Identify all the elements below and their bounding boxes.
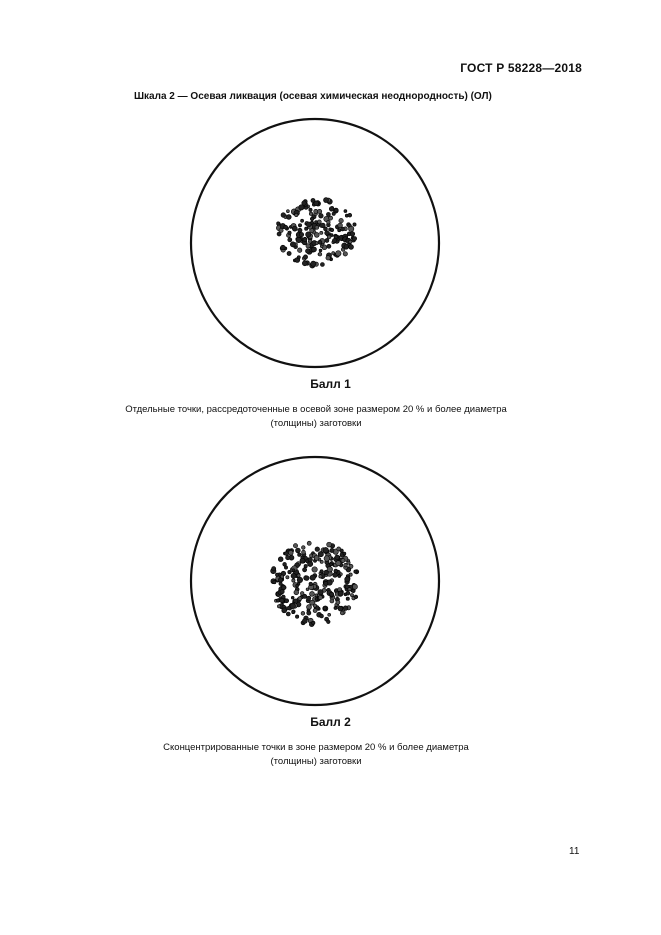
segregation-dot xyxy=(318,252,322,256)
segregation-dot xyxy=(301,546,305,550)
segregation-dot xyxy=(308,240,312,244)
segregation-dot xyxy=(282,585,286,589)
caption-1-line-1: Отдельные точки, рассредоточенные в осевой зоне размером 20 % и более диаметра xyxy=(125,404,507,415)
segregation-dot xyxy=(286,612,290,616)
score-label-1: Балл 1 xyxy=(310,377,351,391)
segregation-dot xyxy=(341,558,345,562)
segregation-dot xyxy=(332,252,335,255)
segregation-dot xyxy=(307,611,311,615)
segregation-dot xyxy=(292,611,295,614)
segregation-dot xyxy=(333,573,338,578)
segregation-dot xyxy=(278,557,283,562)
segregation-dot xyxy=(349,240,352,243)
segregation-dot xyxy=(347,561,350,564)
segregation-dot xyxy=(307,541,311,545)
segregation-dot xyxy=(301,611,305,615)
segregation-dot xyxy=(313,604,316,607)
segregation-dot xyxy=(292,226,297,231)
segregation-dot xyxy=(295,213,298,216)
segregation-dot xyxy=(319,575,322,578)
segregation-dot xyxy=(320,570,323,573)
segregation-dot xyxy=(275,573,278,576)
segregation-dot xyxy=(309,208,312,211)
segregation-dot xyxy=(324,556,330,562)
segregation-dot xyxy=(327,567,333,573)
segregation-dot xyxy=(334,235,337,238)
segregation-dot xyxy=(317,209,321,213)
segregation-dot xyxy=(290,242,295,247)
segregation-dot xyxy=(284,566,287,569)
segregation-dot xyxy=(280,589,284,593)
segregation-dot xyxy=(332,212,335,215)
segregation-dot xyxy=(291,573,296,578)
segregation-dot xyxy=(277,222,280,225)
segregation-dot xyxy=(353,237,357,241)
segregation-dot xyxy=(279,582,282,585)
sample-cross-section-2 xyxy=(189,455,441,707)
segregation-dot xyxy=(304,576,309,581)
segregation-dot xyxy=(315,225,319,229)
segregation-dot xyxy=(323,607,326,610)
segregation-dot xyxy=(288,238,292,242)
segregation-dot xyxy=(310,591,315,596)
cross-section-diagram-1 xyxy=(189,117,441,369)
segregation-dot xyxy=(297,256,300,259)
segregation-dot xyxy=(278,578,282,582)
segregation-dot xyxy=(332,239,336,243)
segregation-dot xyxy=(350,593,353,596)
segregation-dot xyxy=(294,590,299,595)
segregation-dot xyxy=(312,247,317,252)
segregation-dot xyxy=(348,213,352,217)
segregation-dot xyxy=(311,261,316,266)
segregation-dot xyxy=(354,570,357,573)
segregation-dot xyxy=(318,240,322,244)
segregation-dot xyxy=(301,219,304,222)
segregation-dot xyxy=(319,249,322,252)
segregation-dot xyxy=(315,594,318,597)
segregation-dot xyxy=(303,238,307,242)
segregation-dot xyxy=(330,228,333,231)
segregation-dot xyxy=(306,232,311,237)
segregation-dot xyxy=(323,547,329,553)
segregation-dot xyxy=(291,596,294,599)
segregation-dot xyxy=(314,555,319,560)
segregation-dots xyxy=(271,541,359,626)
segregation-dot xyxy=(286,555,290,559)
segregation-dot xyxy=(339,218,343,222)
segregation-dot xyxy=(281,213,286,218)
segregation-dot xyxy=(300,558,305,563)
segregation-dot xyxy=(305,227,308,230)
segregation-dot xyxy=(319,213,324,218)
segregation-dot xyxy=(334,208,338,212)
caption-2-line-1: Сконцентрированные точки в зоне размером 20 % и более диаметра xyxy=(163,742,469,753)
segregation-dot xyxy=(353,223,356,226)
segregation-dot xyxy=(329,216,333,220)
segregation-dot xyxy=(302,618,307,623)
segregation-dot xyxy=(286,576,289,579)
segregation-dot xyxy=(279,228,283,232)
segregation-dot xyxy=(349,245,354,250)
segregation-dot xyxy=(292,569,295,572)
segregation-dot xyxy=(296,584,299,587)
segregation-dot xyxy=(281,245,286,250)
segregation-dot xyxy=(329,207,334,212)
segregation-dot xyxy=(314,232,319,237)
segregation-dot xyxy=(298,597,302,601)
scale-title: Шкала 2 — Осевая ликвация (осевая химическая неоднородность) (ОЛ) xyxy=(134,91,492,102)
segregation-dot xyxy=(302,550,306,554)
segregation-dot xyxy=(345,577,350,582)
segregation-dot xyxy=(296,237,301,242)
standard-number: ГОСТ Р 58228—2018 xyxy=(460,61,582,75)
segregation-dot xyxy=(308,558,312,562)
segregation-dot xyxy=(344,563,348,567)
segregation-dot xyxy=(336,251,342,257)
segregation-dot xyxy=(320,560,323,563)
segregation-dot xyxy=(304,564,307,567)
segregation-dot xyxy=(326,256,330,260)
segregation-dot xyxy=(298,224,301,227)
segregation-dot xyxy=(320,231,323,234)
segregation-dot xyxy=(343,606,348,611)
segregation-dot xyxy=(330,563,333,566)
cross-section-diagram-2 xyxy=(189,455,441,707)
segregation-dot xyxy=(277,605,280,608)
segregation-dot xyxy=(320,614,324,618)
segregation-dot xyxy=(310,217,314,221)
page-number: 11 xyxy=(569,846,580,857)
segregation-dot xyxy=(310,575,315,580)
segregation-dot xyxy=(349,226,354,231)
caption-2 xyxy=(0,741,632,769)
segregation-dot xyxy=(288,550,293,555)
segregation-dot xyxy=(340,611,344,615)
billet-outline xyxy=(191,457,439,705)
segregation-dot xyxy=(276,599,279,602)
caption-1-line-2: (толщины) заготовки xyxy=(270,418,362,429)
segregation-dot xyxy=(327,235,331,239)
segregation-dot xyxy=(344,210,347,213)
segregation-dot xyxy=(338,591,343,596)
segregation-dot xyxy=(305,249,310,254)
segregation-dot xyxy=(273,581,276,584)
segregation-dot xyxy=(295,615,298,618)
segregation-dot xyxy=(350,232,355,237)
segregation-dot xyxy=(343,252,347,256)
segregation-dot xyxy=(286,215,291,220)
segregation-dot xyxy=(287,251,291,255)
segregation-dot xyxy=(315,221,318,224)
segregation-dot xyxy=(306,244,310,248)
segregation-dot xyxy=(327,244,331,248)
caption-1 xyxy=(0,403,632,431)
segregation-dot xyxy=(352,584,357,589)
segregation-dot xyxy=(284,225,288,229)
segregation-dot xyxy=(320,263,324,267)
segregation-dot xyxy=(302,261,307,266)
segregation-dot xyxy=(344,245,349,250)
segregation-dot xyxy=(302,568,306,572)
segregation-dot xyxy=(286,210,289,213)
segregation-dot xyxy=(341,227,345,231)
segregation-dot xyxy=(295,548,300,553)
segregation-dot xyxy=(325,231,329,235)
segregation-dot xyxy=(315,547,320,552)
segregation-dot xyxy=(309,212,312,215)
segregation-dot xyxy=(325,238,329,242)
segregation-dot xyxy=(282,595,286,599)
segregation-dot xyxy=(328,613,331,616)
segregation-dot xyxy=(343,552,346,555)
segregation-dot xyxy=(298,553,301,556)
segregation-dot xyxy=(299,232,303,236)
segregation-dot xyxy=(346,591,350,595)
segregation-dot xyxy=(309,582,313,586)
segregation-dot xyxy=(321,223,326,228)
segregation-dot xyxy=(327,220,331,224)
segregation-dot xyxy=(337,547,341,551)
segregation-dot xyxy=(354,595,358,599)
segregation-dot xyxy=(346,597,349,600)
segregation-dot xyxy=(293,544,297,548)
segregation-dot xyxy=(336,561,341,566)
segregation-dot xyxy=(335,555,340,560)
segregation-dot xyxy=(348,588,351,591)
segregation-dot xyxy=(338,574,341,577)
segregation-dot xyxy=(314,201,319,206)
segregation-dot xyxy=(306,588,309,591)
segregation-dot xyxy=(323,198,328,203)
segregation-dot xyxy=(307,596,311,600)
segregation-dot xyxy=(324,581,328,585)
score-label-2: Балл 2 xyxy=(310,715,351,729)
segregation-dot xyxy=(285,599,289,603)
segregation-dot xyxy=(299,205,304,210)
segregation-dot xyxy=(327,542,332,547)
segregation-dot xyxy=(334,606,337,609)
caption-2-line-2: (толщины) заготовки xyxy=(270,756,362,767)
segregation-dot xyxy=(297,248,301,252)
segregation-dot xyxy=(272,567,276,571)
segregation-dot xyxy=(292,579,295,582)
segregation-dot xyxy=(288,231,291,234)
segregation-dot xyxy=(318,590,323,595)
segregation-dot xyxy=(282,608,287,613)
segregation-dot xyxy=(330,548,334,552)
segregation-dot xyxy=(306,222,311,227)
segregation-dot xyxy=(338,606,343,611)
segregation-dot xyxy=(318,596,322,600)
segregation-dot xyxy=(330,592,334,596)
segregation-dot xyxy=(312,621,315,624)
segregation-dot xyxy=(313,609,317,613)
segregation-dots xyxy=(276,198,356,268)
segregation-dot xyxy=(303,255,307,259)
segregation-dot xyxy=(290,603,296,609)
segregation-dot xyxy=(327,620,331,624)
segregation-dot xyxy=(300,592,304,596)
sample-cross-section-1 xyxy=(189,117,441,369)
segregation-dot xyxy=(334,569,338,573)
segregation-dot xyxy=(330,599,334,603)
segregation-dot xyxy=(302,201,307,206)
segregation-dot xyxy=(336,600,340,604)
segregation-dot xyxy=(312,567,317,572)
segregation-dot xyxy=(285,552,289,556)
segregation-dot xyxy=(326,212,330,216)
